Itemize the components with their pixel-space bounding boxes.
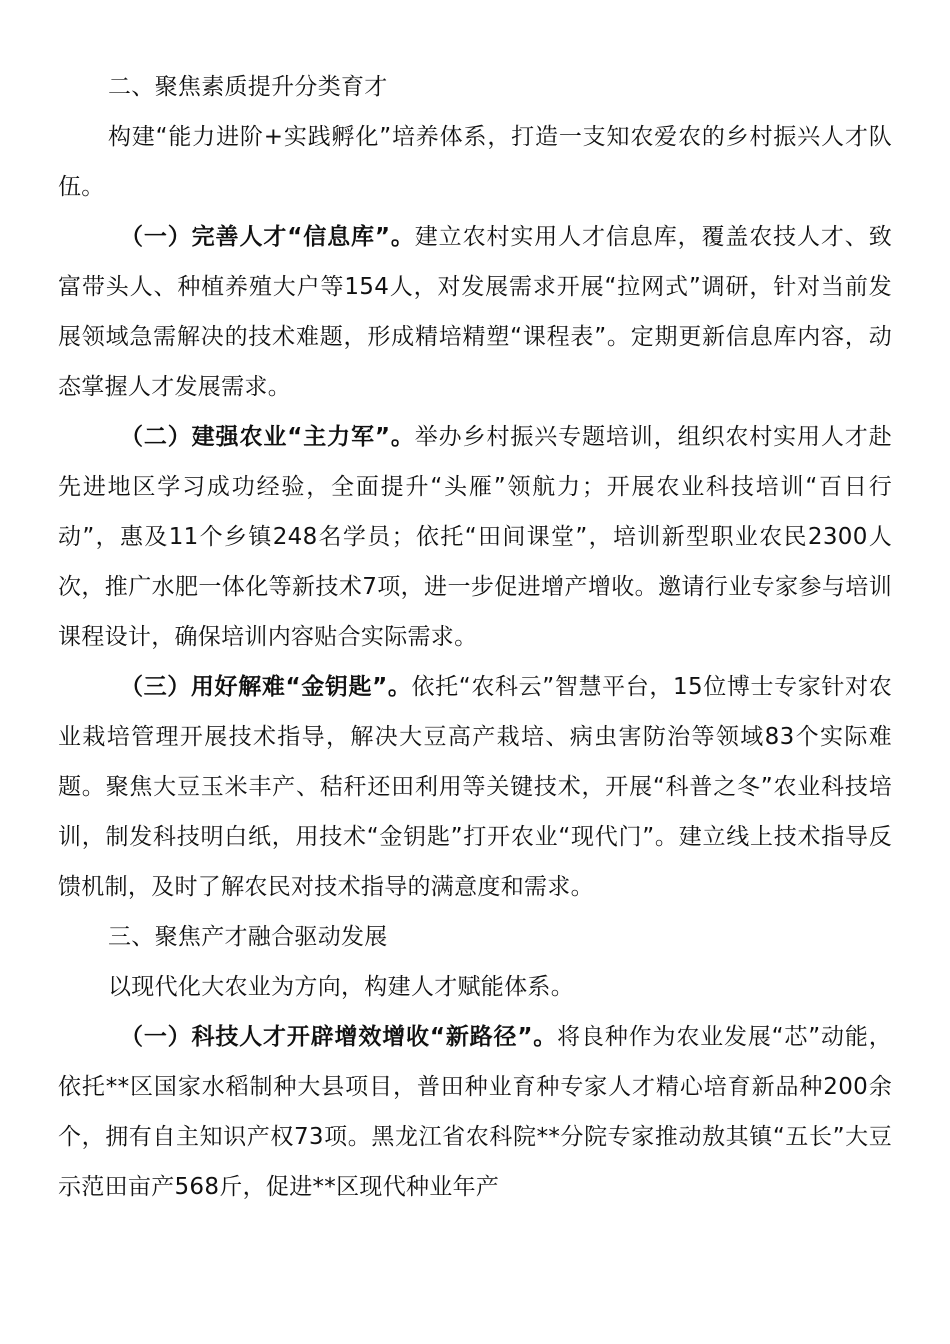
paragraph-item bbox=[58, 412, 892, 662]
paragraph-item bbox=[58, 212, 892, 412]
paragraph-lead: （一）科技人才开辟增效增收“新路径”。 bbox=[120, 1024, 558, 1050]
section-heading-3: 三、聚焦产才融合驱动发展 bbox=[108, 924, 388, 950]
paragraph-lead: （三）用好解难“金钥匙”。 bbox=[120, 674, 412, 700]
paragraph-lead: （二）建强农业“主力军”。 bbox=[120, 424, 415, 450]
document-page bbox=[58, 62, 892, 1212]
paragraph-body: 依托“农科云”智慧平台，15位博士专家针对农业栽培管理开展技术指导，解决大豆高产栽培、病虫害防治等领域83个实际难题。聚焦大豆玉米丰产、秸秆还田利用等关键技术，开展“科普之冬”农业科技培训，制发科技明白纸，用技术“金钥匙”打开农业“现代门”。建立线上技术指导反馈机制，及时了解农民对技术指导的满意度和需求。 bbox=[58, 674, 892, 900]
section-intro-2: 构建“能力进阶+实践孵化”培养体系，打造一支知农爱农的乡村振兴人才队伍。 bbox=[58, 124, 892, 200]
paragraph-item bbox=[58, 662, 892, 912]
section-intro-3: 以现代化大农业为方向，构建人才赋能体系。 bbox=[108, 974, 574, 1000]
paragraph-body: 建立农村实用人才信息库，覆盖农技人才、致富带头人、种植养殖大户等154人，对发展需求开展“拉网式”调研，针对当前发展领域急需解决的技术难题，形成精培精塑“课程表”。定期更新信息库内容，动态掌握人才发展需求。 bbox=[58, 224, 892, 400]
paragraph-item bbox=[58, 1012, 892, 1212]
paragraph-lead: （一）完善人才“信息库”。 bbox=[120, 224, 415, 250]
paragraph-body: 将良种作为农业发展“芯”动能，依托**区国家水稻制种大县项目，普田种业育种专家人才精心培育新品种200余个，拥有自主知识产权73项。黑龙江省农科院**分院专家推动敖其镇“五长”大豆示范田亩产568斤，促进**区现代种业年产 bbox=[58, 1024, 892, 1200]
paragraph-body: 举办乡村振兴专题培训，组织农村实用人才赴先进地区学习成功经验，全面提升“头雁”领航力；开展农业科技培训“百日行动”，惠及11个乡镇248名学员；依托“田间课堂”，培训新型职业农民2300人次，推广水肥一体化等新技术7项，进一步促进增产增收。邀请行业专家参与培训课程设计，确保培训内容贴合实际需求。 bbox=[58, 424, 892, 650]
section-heading-2: 二、聚焦素质提升分类育才 bbox=[108, 74, 388, 100]
